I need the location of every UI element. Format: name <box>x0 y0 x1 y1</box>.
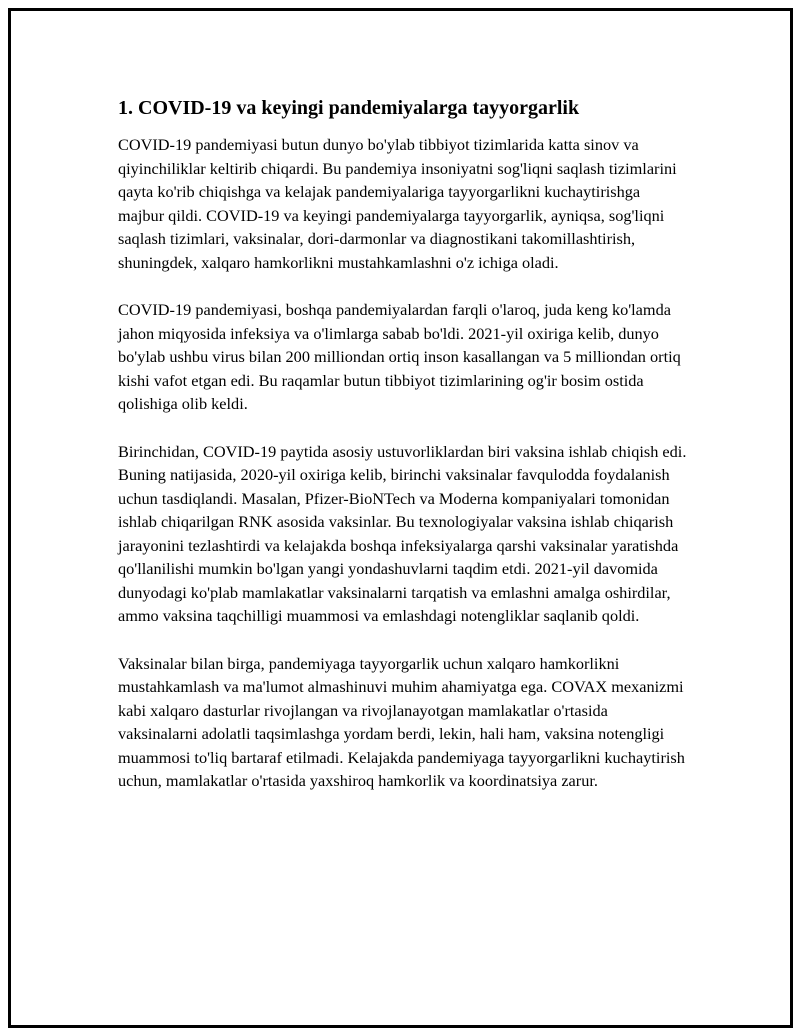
paragraph-cooperation: Vaksinalar bilan birga, pandemiyaga tayyorgarlik uchun xalqaro hamkorlikni mustahkamlash va ma'lumot almashinuvi muhim ahamiyatga ega. COVAX mexanizmi kabi xalqaro dasturlar rivojlangan va rivojlanayotgan mamlakatlar o'rtasida vaksinalarni adolatli taqsimlashga yordam berdi, lekin, hali ham, vaksina notengligi muammosi to'liq bartaraf etilmadi. Kelajakda pandemiyaga tayyorgarlikni kuchaytirish uchun, mamlakatlar o'rtasida yaxshiroq hamkorlik va koordinatsiya zarur. <box>118 653 685 790</box>
paragraph-intro: COVID-19 pandemiyasi butun dunyo bo'ylab tibbiyot tizimlarida katta sinov va qiyinchiliklar keltirib chiqardi. Bu pandemiya insoniyatni sog'liqni saqlash tizimlarini qayta ko'rib chiqishga va kelajak pandemiyalariga tayyorgarlikni kuchaytirishga majbur qildi. COVID-19 va keyingi pandemiyalarga tayyorgarlik, ayniqsa, sog'liqni saqlash tizimlari, vaksinalar, dori-darmonlar va diagnostikani takomillashtirish, shuningdek, xalqaro hamkorlikni mustahkamlashni o'z ichiga oladi. <box>118 135 677 272</box>
section-heading: 1. COVID-19 va keyingi pandemiyalarga tayyorgarlik <box>118 97 580 119</box>
paragraph-vaccines: Birinchidan, COVID-19 paytida asosiy ustuvorliklardan biri vaksina ishlab chiqish edi. Buning natijasida, 2020-yil oxiriga kelib, birinchi vaksinalar favqulodda foydalanish uchun tasdiqlandi. Masalan, Pfizer-BioNTech va Moderna kompaniyalari tomonidan ishlab chiqarilgan RNK asosida vaksinlar. Bu texnologiyalar vaksina ishlab chiqarish jarayonini tezlashtirdi va kelajakda boshqa infeksiyalarga qarshi vaksinalar yaratishda qo'llanilishi mumkin bo'lgan yangi yondashuvlarni taqdim etdi. 2021-yil davomida dunyodagi ko'plab mamlakatlar vaksinalarni tarqatish va emlashni amalga oshirdilar, ammo vaksina taqchilligi muammosi va emlashdagi notengliklar saqlanib qoldi. <box>118 441 687 625</box>
document-body <box>118 96 688 817</box>
paragraph-statistics: COVID-19 pandemiyasi, boshqa pandemiyalardan farqli o'laroq, juda keng ko'lamda jahon miqyosida infeksiya va o'limlarga sabab bo'ldi. 2021-yil oxiriga kelib, dunyo bo'ylab ushbu virus bilan 200 milliondan ortiq inson kasallangan va 5 milliondan ortiq kishi vafot etgan edi. Bu raqamlar butun tibbiyot tizimlarining og'ir bosim ostida qolishiga olib keldi. <box>118 300 681 413</box>
